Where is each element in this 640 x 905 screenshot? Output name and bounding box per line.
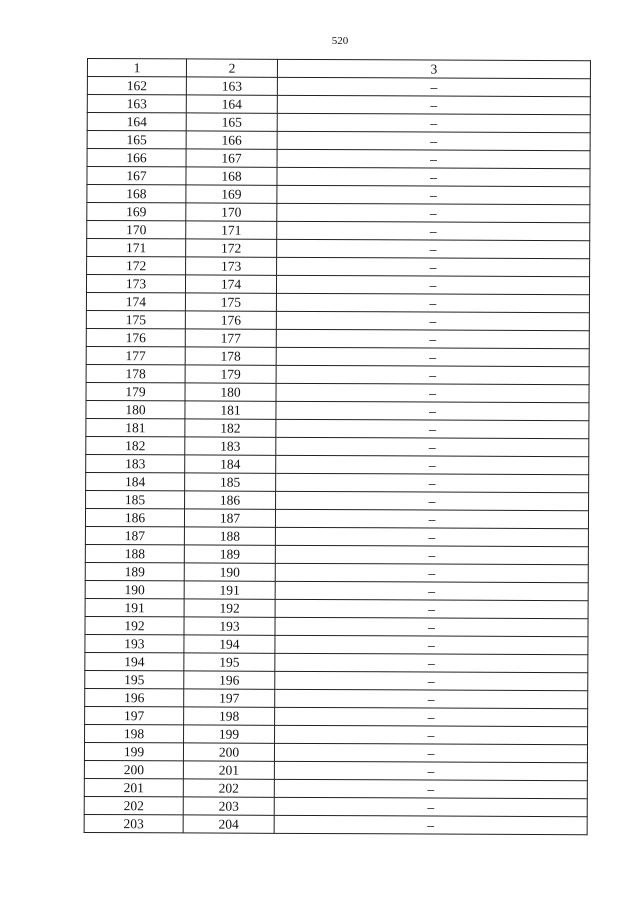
table-row [86,346,589,366]
table-cell-col-1: 186 [85,508,184,526]
table-cell-col-3: – [275,509,588,528]
table-row [86,310,589,330]
table-cell-col-2: 178 [185,347,276,365]
table-row [85,688,588,708]
table-cell-col-2: 190 [184,563,275,581]
table-cell-col-2: 194 [184,635,275,653]
table-cell-col-2: 195 [184,653,275,671]
table-cell-col-1: 196 [85,688,184,706]
table-row [85,634,588,654]
table-cell-col-1: 189 [85,562,184,580]
table-cell-col-1: 182 [86,436,185,454]
table-cell-col-2: 166 [186,131,277,149]
table-row [84,778,587,798]
table-cell-col-1: 178 [86,364,185,382]
table-cell-col-3: – [277,239,590,258]
table-cell-col-2: 203 [183,797,274,815]
table-cell-col-2: 188 [184,527,275,545]
table-row [85,724,588,744]
column-header-2: 2 [186,59,277,77]
table-cell-col-3: – [275,725,588,744]
table-row [87,95,590,115]
table-cell-col-2: 173 [186,257,277,275]
table-cell-col-2: 172 [186,239,277,257]
table-cell-col-2: 185 [185,473,276,491]
table-cell-col-1: 164 [87,113,186,131]
table-row [87,203,590,223]
page-number: 520 [331,35,349,47]
table-row [86,472,589,492]
table-cell-col-3: – [275,545,588,564]
table-row [87,185,590,205]
table-row [85,562,588,582]
table-cell-col-2: 192 [184,599,275,617]
table-cell-col-1: 173 [86,275,185,293]
table-cell-col-2: 170 [186,203,277,221]
table-cell-col-2: 186 [185,491,276,509]
table-cell-col-2: 202 [183,779,274,797]
table-row [86,490,589,510]
table-cell-col-3: – [276,275,589,294]
table-cell-col-2: 175 [185,293,276,311]
table-row [87,167,590,187]
table-body [84,77,590,835]
table-cell-col-1: 201 [84,778,183,796]
table-cell-col-3: – [277,149,590,168]
table-cell-col-1: 179 [86,382,185,400]
table-cell-col-2: 163 [186,77,277,95]
table-cell-col-2: 200 [183,743,274,761]
table-cell-col-3: – [275,635,588,654]
table-cell-col-3: – [276,365,589,384]
table-cell-col-3: – [276,347,589,366]
table-cell-col-1: 170 [87,221,186,239]
table-cell-col-2: 189 [184,545,275,563]
table-cell-col-1: 200 [84,760,183,778]
table-row [87,77,590,97]
table-cell-col-2: 193 [184,617,275,635]
table-cell-col-1: 185 [86,490,185,508]
table-row [85,706,588,726]
table-cell-col-3: – [277,185,590,204]
table-row [85,580,588,600]
table-row [84,796,587,816]
table-row [85,544,588,564]
table-cell-col-2: 191 [184,581,275,599]
table-row [85,670,588,690]
table-cell-col-3: – [275,563,588,582]
table-cell-col-3: – [276,401,589,420]
table-cell-col-1: 202 [84,796,183,814]
data-table [84,58,591,835]
table-row [84,814,587,834]
table-cell-col-3: – [276,455,589,474]
table-cell-col-1: 192 [85,616,184,634]
table-cell-col-1: 188 [85,544,184,562]
table-cell-col-2: 179 [185,365,276,383]
table-cell-col-2: 165 [186,113,277,131]
table-cell-col-1: 181 [86,418,185,436]
table-cell-col-1: 176 [86,328,185,346]
table-row [86,400,589,420]
table-cell-col-3: – [277,167,590,186]
table-row [86,454,589,474]
table-row [85,652,588,672]
table-cell-col-3: – [276,329,589,348]
table-row [86,275,589,295]
table-cell-col-1: 174 [86,292,185,310]
table-cell-col-3: – [276,419,589,438]
table-cell-col-3: – [276,437,589,456]
table-cell-col-3: – [275,599,588,618]
table-cell-col-2: 199 [184,725,275,743]
table-cell-col-2: 176 [185,311,276,329]
table-row [87,239,590,259]
table-cell-col-2: 169 [186,185,277,203]
table-row [84,760,587,780]
table-cell-col-1: 183 [86,454,185,472]
table-cell-col-2: 184 [185,455,276,473]
table-cell-col-2: 168 [186,167,277,185]
table-cell-col-2: 181 [185,401,276,419]
table-row [85,508,588,528]
table-cell-col-3: – [275,689,588,708]
table-cell-col-2: 180 [185,383,276,401]
table-cell-col-3: – [276,293,589,312]
table-cell-col-1: 163 [87,95,186,113]
table-row [85,616,588,636]
table-cell-col-1: 171 [87,239,186,257]
table-cell-col-1: 165 [87,131,186,149]
table-cell-col-2: 201 [183,761,274,779]
header-row [87,59,590,79]
table-cell-col-3: – [274,761,587,780]
table-cell-col-1: 175 [86,310,185,328]
table-cell-col-3: – [275,581,588,600]
table-cell-col-3: – [277,257,590,276]
table-cell-col-2: 183 [185,437,276,455]
table-row [85,598,588,618]
table-cell-col-3: – [277,221,590,240]
table-cell-col-2: 187 [184,509,275,527]
table-row [85,526,588,546]
table-cell-col-1: 168 [87,185,186,203]
table-cell-col-2: 198 [184,707,275,725]
table-cell-col-1: 162 [87,77,186,95]
table-cell-col-2: 177 [185,329,276,347]
table-row [87,131,590,151]
table-cell-col-3: – [274,797,587,816]
table-cell-col-1: 166 [87,149,186,167]
table-cell-col-1: 191 [85,598,184,616]
table-cell-col-3: – [276,383,589,402]
table-cell-col-1: 190 [85,580,184,598]
table-cell-col-3: – [275,527,588,546]
table-cell-col-1: 193 [85,634,184,652]
table-row [84,742,587,762]
table-cell-col-3: – [276,311,589,330]
table-row [87,257,590,277]
table-cell-col-2: 167 [186,149,277,167]
table-cell-col-1: 195 [85,670,184,688]
table-cell-col-1: 172 [87,257,186,275]
table-cell-col-2: 182 [185,419,276,437]
table-cell-col-3: – [276,491,589,510]
table-cell-col-1: 177 [86,346,185,364]
table-cell-col-1: 199 [84,742,183,760]
table-cell-col-1: 187 [85,526,184,544]
table-row [86,436,589,456]
table-cell-col-2: 197 [184,689,275,707]
table-cell-col-3: – [277,113,590,132]
table-row [86,364,589,384]
table-cell-col-2: 204 [183,815,274,833]
table-cell-col-3: – [275,707,588,726]
table-row [87,113,590,133]
table-cell-col-3: – [277,95,590,114]
table-cell-col-1: 203 [84,814,183,832]
table-row [87,221,590,241]
table-cell-col-3: – [277,203,590,222]
table-cell-col-1: 184 [86,472,185,490]
table-row [86,418,589,438]
table-cell-col-3: – [275,653,588,672]
table-cell-col-1: 180 [86,400,185,418]
table-cell-col-3: – [274,779,587,798]
table-cell-col-3: – [277,77,590,96]
column-header-3: 3 [277,59,590,78]
table-cell-col-2: 196 [184,671,275,689]
table-row [86,292,589,312]
table-cell-col-1: 198 [85,724,184,742]
table-row [86,382,589,402]
table-cell-col-3: – [275,617,588,636]
table-cell-col-1: 169 [87,203,186,221]
table-cell-col-3: – [274,815,587,834]
table-cell-col-1: 167 [87,167,186,185]
table-cell-col-3: – [274,743,587,762]
table-cell-col-2: 164 [186,95,277,113]
table-cell-col-2: 171 [186,221,277,239]
column-header-1: 1 [87,59,186,77]
table-cell-col-3: – [275,671,588,690]
table-row [86,328,589,348]
table-cell-col-2: 174 [185,275,276,293]
table-cell-col-3: – [276,473,589,492]
table-cell-col-1: 197 [85,706,184,724]
table-cell-col-1: 194 [85,652,184,670]
table-cell-col-3: – [277,131,590,150]
table-row [87,149,590,169]
